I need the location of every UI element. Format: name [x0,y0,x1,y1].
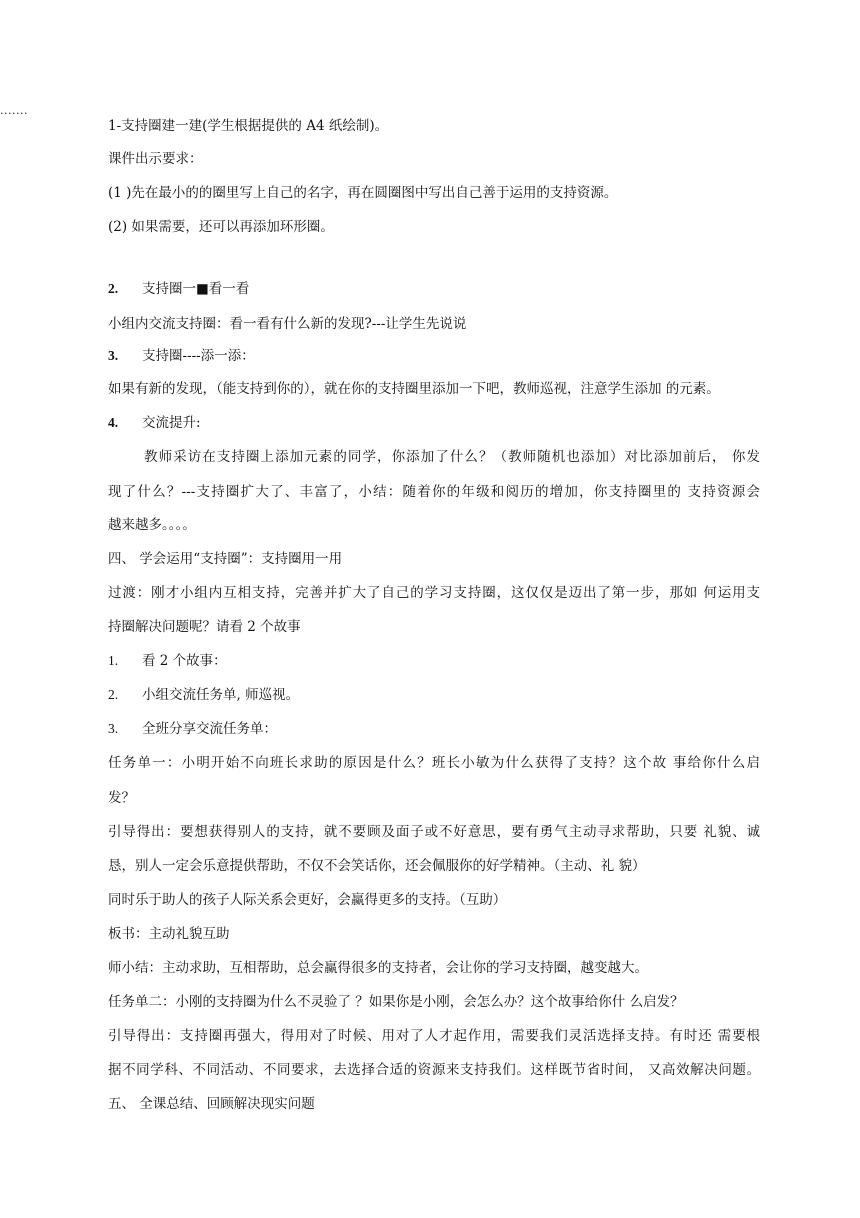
guidance-two-line: 据不同学科、不同活动、不同要求，去选择合适的资源来支持我们。这样既节省时间， 又高效解决问题。 [108,1062,760,1078]
list-item [108,651,760,671]
section-2-body: 小组内交流支持圈：看一看有什么新的发现?---让学生先说说 [108,316,467,332]
section-five-heading: 五、 全课总结、回顾解决现实问题 [108,1096,315,1112]
list-item [108,685,760,705]
paragraph-line: 越来越多。。。。 [108,517,196,533]
guidance-two-line: 引导得出：支持圈再强大，得用对了时候、用对了人才起作用，需要我们灵活选择支持。有时还 需要根 [108,1028,760,1044]
section-2-title: 支持圈一■看一看 [142,281,250,297]
guidance-one-line: 同时乐于助人的孩子人际关系会更好，会赢得更多的支持。（互助） [108,892,507,908]
list-text: 全班分享交流任务单： [142,721,277,737]
list-number: 1. [108,653,119,668]
list-item [108,719,760,739]
courseware-heading: 课件出示要求： [108,151,203,167]
paragraph-line: 教师采访在支持圈上添加元素的同学，你添加了什么？（教师随机也添加）对比添加前后， 你发 [144,449,760,465]
list-number: 2. [108,687,119,702]
section-3-body: 如果有新的发现，（能支持到你的），就在你的支持圈里添加一下吧，教师巡视，注意学生添加 的元素。 [108,381,720,397]
step-1-line: 1-支持圈建一建(学生根据提供的 A4 纸绘制)。 [108,118,389,134]
section-4-number: 4. [108,415,119,430]
section-3-heading [108,346,760,366]
guidance-one-line: 恳，别人一定会乐意提供帮助，不仅不会笑话你，还会佩服你的好学精神。（主动、礼 貌） [108,858,646,874]
requirement-1: (1 )先在最小的的圈里写上自己的名字，再在圆圈图中写出自己善于运用的支持资源。 [108,185,618,201]
task-two-line: 任务单二：小刚的支持圈为什么不灵验了 ？如果你是小刚，会怎么办？这个故事给你什 么启发？ [108,994,684,1010]
section-2-number: 2. [108,281,119,296]
list-text: 看 2 个故事： [142,653,227,669]
teacher-summary: 师小结：主动求助，互相帮助，总会赢得很多的支持者，会让你的学习支持圈，越变越大。 [108,960,648,976]
transition-line: 过渡：刚才小组内互相支持，完善并扩大了自己的学习支持圈，这仅仅是迈出了第一步，那如 何运用支 [108,585,760,601]
board-writing: 板书：主动礼貌互助 [108,926,230,942]
section-3-number: 3. [108,348,119,363]
task-one-line: 任务单一：小明开始不向班长求助的原因是什么？班长小敏为什么获得了支持？这个故 事给你什么启 [108,755,760,771]
section-3-title: 支持圈----添一添： [142,348,255,364]
requirement-2: (2) 如果需要，还可以再添加环形圈。 [108,219,334,235]
section-4-title: 交流提升: [142,415,201,431]
section-four-heading: 四、 学会运用“支持圈”：支持圈用一用 [108,551,343,567]
section-4-heading [108,413,760,433]
section-2-heading [108,279,760,299]
task-one-line: 发？ [108,790,135,806]
list-text: 小组交流任务单, 师巡视。 [142,687,300,703]
corner-mark: ....... [0,104,28,117]
list-number: 3. [108,721,119,736]
transition-line: 持圈解决问题呢？请看 2 个故事 [108,619,301,635]
guidance-one-line: 引导得出：要想获得别人的支持，就不要顾及面子或不好意思，要有勇气主动寻求帮助，只要 礼貌、诚 [108,824,760,840]
paragraph-line: 现了什么？---支持圈扩大了、丰富了，小结：随着你的年级和阅历的增加，你支持圈里的 支持资源会 [108,484,760,500]
